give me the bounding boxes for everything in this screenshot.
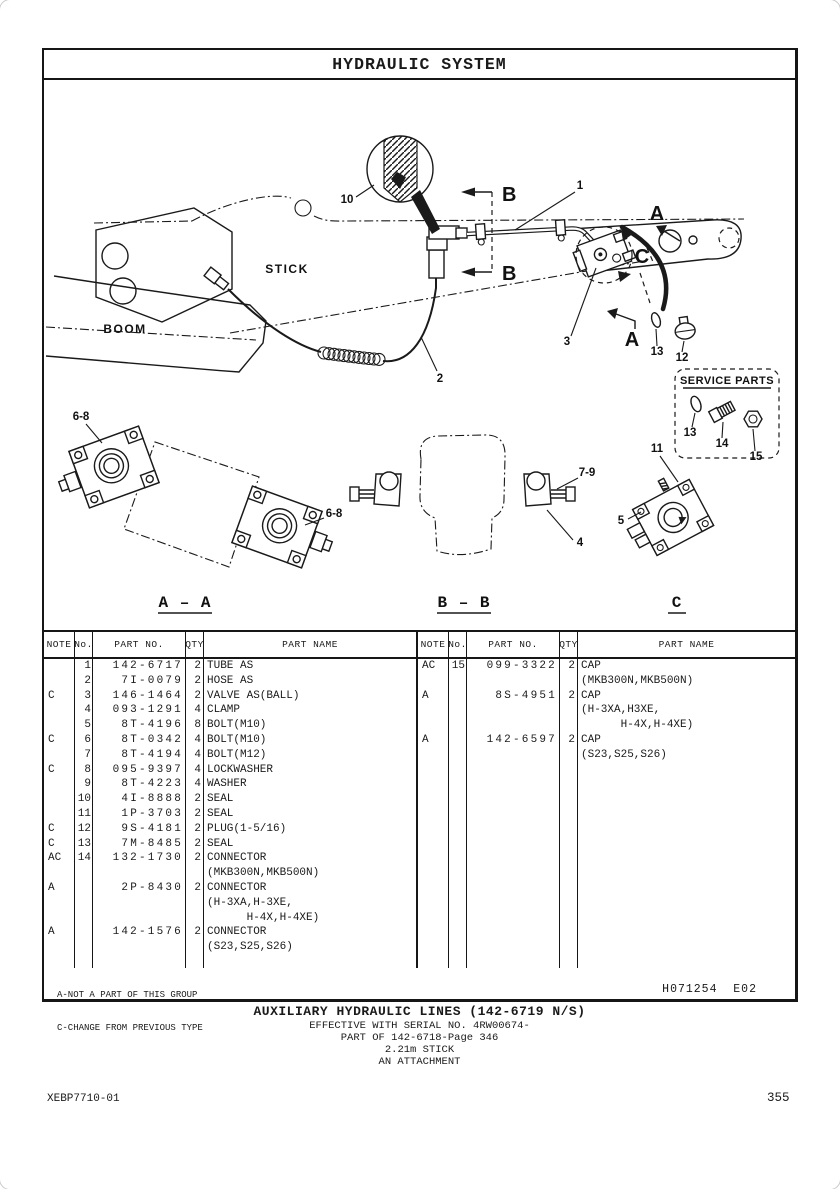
table-cell <box>93 940 185 955</box>
table-cell: H-4X,H-4XE) <box>207 911 320 924</box>
table-cell: 11 <box>77 807 91 820</box>
table-cell: CONNECTOR <box>207 926 267 939</box>
table-cell <box>75 866 92 881</box>
table-cell <box>418 703 448 718</box>
table-cell: 8T-4196 <box>121 719 183 732</box>
table-cell: CAP <box>581 660 601 672</box>
table-column-no <box>75 659 93 968</box>
callout-3: 3 <box>563 336 571 348</box>
table-cell: A <box>422 733 429 746</box>
table-column-part_no <box>93 659 186 968</box>
table-cell <box>93 866 185 881</box>
table-cell <box>418 718 448 733</box>
section-label-aa: A – A <box>158 594 212 612</box>
hydraulic-diagram <box>44 80 795 630</box>
stick-label: STICK <box>265 262 309 276</box>
table-cell <box>449 674 466 689</box>
table-cell: SEAL <box>207 807 234 820</box>
table-cell <box>418 748 448 763</box>
table-cell: 4 <box>194 733 201 746</box>
parts-table <box>44 630 795 968</box>
table-cell: SEAL <box>207 793 234 806</box>
table-cell: (MKB300N,MKB500N) <box>581 674 694 687</box>
table-cell: 2P-8430 <box>121 881 183 894</box>
callout-4: 4 <box>576 537 584 549</box>
table-cell: 8T-4194 <box>121 748 183 761</box>
table-column-no <box>449 659 467 968</box>
table-cell: 7I-0079 <box>121 674 183 687</box>
table-cell: 12 <box>77 822 91 835</box>
table-cell <box>560 674 577 689</box>
table-cell <box>467 718 559 733</box>
callout-13-service: 13 <box>683 427 697 439</box>
service-parts-box <box>675 369 779 463</box>
table-cell <box>75 896 92 911</box>
caption-part-of: PART OF 142-6718-Page 346 <box>340 1032 499 1044</box>
table-column-part_name <box>578 659 795 968</box>
column-header: QTY <box>560 632 578 657</box>
footnote-c: C-CHANGE FROM PREVIOUS TYPE <box>57 1023 203 1033</box>
table-cell <box>44 703 74 718</box>
table-cell: 2 <box>194 822 201 835</box>
table-cell <box>418 674 448 689</box>
plug-12 <box>673 316 696 341</box>
table-cell: 8 <box>84 763 91 776</box>
table-cell: 2 <box>194 660 201 672</box>
callout-6-8: 6-8 <box>325 508 343 520</box>
view-letter-a: A <box>649 203 665 225</box>
table-cell: AC <box>422 660 436 672</box>
table-cell <box>449 718 466 733</box>
table-cell: 8S-4951 <box>495 689 557 702</box>
table-cell <box>560 748 577 763</box>
table-cell: 2 <box>84 674 91 687</box>
table-cell: 5 <box>84 719 91 732</box>
page-number: 355 <box>767 1091 790 1105</box>
view-letter-b: B <box>502 263 517 285</box>
caption-title: AUXILIARY HYDRAULIC LINES (142-6719 N/S) <box>253 1004 586 1019</box>
table-cell: A <box>48 881 55 894</box>
callout-14: 14 <box>715 438 729 450</box>
table-header-row <box>418 632 795 659</box>
table-cell <box>186 896 203 911</box>
table-cell: 4 <box>84 704 91 717</box>
table-cell <box>560 703 577 718</box>
table-cell: BOLT(M12) <box>207 748 267 761</box>
table-cell: 7 <box>84 748 91 761</box>
table-cell: (MKB300N,MKB500N) <box>207 867 320 880</box>
view-letter-a: A <box>624 329 640 351</box>
table-cell <box>44 674 74 689</box>
table-cell: 2 <box>194 926 201 939</box>
table-cell: CONNECTOR <box>207 881 267 894</box>
doc-number: H071254 E02 <box>662 983 757 996</box>
table-cell: 4 <box>194 763 201 776</box>
table-cell: 7M-8485 <box>121 837 183 850</box>
table-cell: 6 <box>84 733 91 746</box>
table-cell <box>186 911 203 926</box>
table-cell: 2 <box>194 881 201 894</box>
table-cell: 9S-4181 <box>121 822 183 835</box>
table-cell <box>449 703 466 718</box>
callout-10: 10 <box>340 194 354 206</box>
table-cell: (H-3XA,H3XE, <box>581 704 661 717</box>
table-cell <box>449 689 466 704</box>
table-cell: 9 <box>84 778 91 791</box>
table-cell: A <box>422 689 429 702</box>
table-cell <box>186 866 203 881</box>
caption-stick: 2.21m STICK <box>384 1044 455 1056</box>
table-column-qty <box>560 659 578 968</box>
table-cell: 10 <box>77 793 91 806</box>
table-cell <box>93 911 185 926</box>
table-cell <box>75 911 92 926</box>
table-cell: LOCKWASHER <box>207 763 274 776</box>
table-column-part_name <box>204 659 416 968</box>
section-c <box>614 468 713 562</box>
table-cell: (S23,S25,S26) <box>207 941 293 954</box>
table-cell <box>467 748 559 763</box>
column-header: NOTE <box>44 632 75 657</box>
table-cell: 15 <box>451 660 465 672</box>
table-cell: 2 <box>194 837 201 850</box>
column-header: No. <box>449 632 467 657</box>
table-cell <box>449 748 466 763</box>
table-cell: 4 <box>194 748 201 761</box>
table-cell <box>75 925 92 940</box>
table-cell <box>44 792 74 807</box>
table-cell: TUBE AS <box>207 660 254 672</box>
table-cell: C <box>48 733 55 746</box>
callout-2: 2 <box>436 373 444 385</box>
table-cell: 2 <box>194 674 201 687</box>
callout-5: 5 <box>617 515 625 527</box>
column-header: PART NO. <box>93 632 186 657</box>
table-cell: CAP <box>581 733 601 746</box>
table-cell: C <box>48 837 55 850</box>
table-cell: 2 <box>194 793 201 806</box>
callout-12: 12 <box>675 352 689 364</box>
section-bb <box>350 435 575 555</box>
table-cell: (S23,S25,S26) <box>581 748 667 761</box>
table-cell: 099-3322 <box>486 660 557 672</box>
table-cell: PLUG(1-5/16) <box>207 822 287 835</box>
table-cell: 093-1291 <box>112 704 183 717</box>
hose-assembly <box>204 226 467 365</box>
table-cell <box>186 940 203 955</box>
column-header: QTY <box>186 632 204 657</box>
table-cell: CAP <box>581 689 601 702</box>
table-column-note <box>44 659 75 968</box>
table-cell: 1 <box>84 660 91 672</box>
table-cell: (H-3XA,H-3XE, <box>207 896 293 909</box>
table-cell: H-4X,H-4XE) <box>581 719 694 732</box>
footnote-a: A-NOT A PART OF THIS GROUP <box>57 990 198 1000</box>
table-cell: SEAL <box>207 837 234 850</box>
section-label-c: C <box>671 594 683 612</box>
table-cell <box>449 733 466 748</box>
table-cell <box>75 881 92 896</box>
section-label-bb: B – B <box>437 594 491 612</box>
form-number: XEBP7710-01 <box>47 1093 120 1105</box>
callout-13: 13 <box>650 346 664 358</box>
table-cell: 095-9397 <box>112 763 183 776</box>
table-cell <box>93 896 185 911</box>
table-cell: 4 <box>194 704 201 717</box>
tube-assembly <box>467 220 599 248</box>
callout-11: 11 <box>650 443 664 455</box>
table-cell: 142-6597 <box>486 733 557 746</box>
table-cell: 2 <box>194 807 201 820</box>
table-cell: 2 <box>568 660 575 672</box>
table-cell: 4I-8888 <box>121 793 183 806</box>
section-aa <box>50 426 341 575</box>
column-header: PART NAME <box>282 639 338 650</box>
column-header: NOTE <box>418 632 449 657</box>
table-cell: 146-1464 <box>112 689 183 702</box>
table-cell: 8T-0342 <box>121 733 183 746</box>
title-bar <box>44 50 795 80</box>
table-cell: 142-6717 <box>112 660 183 672</box>
table-cell: 2 <box>194 852 201 865</box>
boom-label: BOOM <box>103 322 147 336</box>
table-cell: 2 <box>568 689 575 702</box>
callout-7-9: 7-9 <box>578 467 596 479</box>
parts-table-left <box>44 632 418 968</box>
table-cell: 8T-4223 <box>121 778 183 791</box>
view-letter-c: C <box>634 246 650 268</box>
table-cell: C <box>48 689 55 702</box>
column-header: PART NAME <box>658 639 715 650</box>
table-cell: BOLT(M10) <box>207 733 267 746</box>
table-cell <box>44 940 74 955</box>
table-cell <box>467 674 559 689</box>
table-cell: 2 <box>568 733 575 746</box>
table-cell: 1P-3703 <box>121 807 183 820</box>
table-cell <box>44 748 74 763</box>
table-cell <box>44 866 74 881</box>
table-cell: CLAMP <box>207 704 241 717</box>
table-cell: 13 <box>77 837 91 850</box>
view-letter-b: B <box>502 184 517 206</box>
table-cell: A <box>48 926 55 939</box>
table-column-qty <box>186 659 204 968</box>
boom-outline <box>46 276 266 372</box>
table-column-note <box>418 659 449 968</box>
table-cell: AC <box>48 852 62 865</box>
service-parts-label: SERVICE PARTS <box>679 375 775 387</box>
table-cell: 2 <box>194 689 201 702</box>
parts-table-right <box>418 632 795 968</box>
table-header-row <box>44 632 416 659</box>
table-cell <box>44 807 74 822</box>
table-cell: VALVE AS(BALL) <box>207 689 300 702</box>
table-cell: HOSE AS <box>207 674 254 687</box>
caption-attachment: AN ATTACHMENT <box>378 1056 461 1068</box>
table-cell: C <box>48 822 55 835</box>
column-header: No. <box>75 632 93 657</box>
table-cell: 14 <box>77 852 91 865</box>
detail-circle <box>367 134 440 234</box>
callout-15: 15 <box>749 451 763 463</box>
table-cell <box>44 911 74 926</box>
table-cell: 132-1730 <box>112 852 183 865</box>
table-cell <box>560 718 577 733</box>
caption-serial: EFFECTIVE WITH SERIAL NO. 4RW00674- <box>309 1020 530 1032</box>
column-header: PART NO. <box>467 632 560 657</box>
table-cell <box>44 777 74 792</box>
table-cell: WASHER <box>207 778 247 791</box>
table-cell <box>44 718 74 733</box>
callout-6-8: 6-8 <box>72 411 90 423</box>
table-cell: CONNECTOR <box>207 852 267 865</box>
table-cell: 3 <box>84 689 91 702</box>
table-cell: 8 <box>194 719 201 732</box>
table-cell <box>44 659 74 674</box>
table-cell: C <box>48 763 55 776</box>
table-column-part_no <box>467 659 560 968</box>
table-cell: 4 <box>194 778 201 791</box>
callout-1: 1 <box>576 180 584 192</box>
caption-block <box>42 1003 797 1068</box>
page-title: HYDRAULIC SYSTEM <box>332 54 507 74</box>
table-cell <box>75 940 92 955</box>
table-cell <box>467 703 559 718</box>
table-cell: BOLT(M10) <box>207 719 267 732</box>
table-cell: 142-1576 <box>112 926 183 939</box>
table-cell <box>44 896 74 911</box>
